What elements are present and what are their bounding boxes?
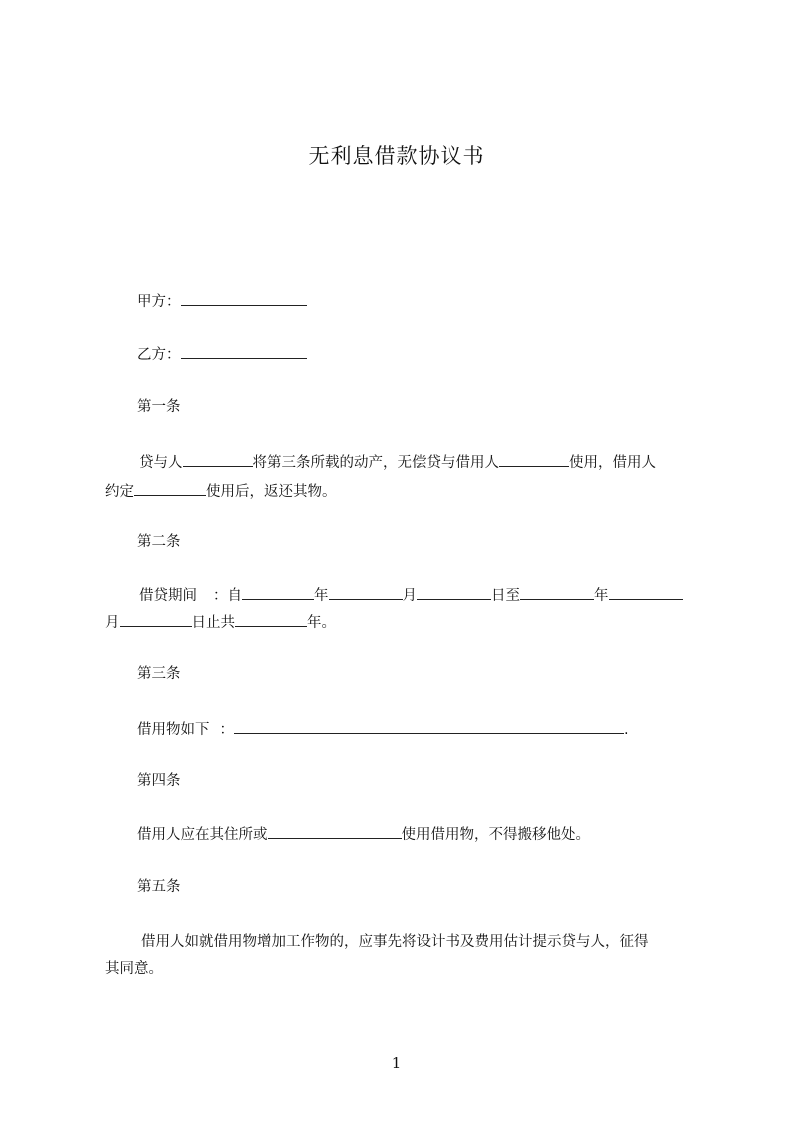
party-b-line [137, 344, 737, 365]
article-1-text-b: 将第三条所载的动产，无偿贷与借用人 [252, 455, 499, 471]
start-year-blank [242, 585, 314, 600]
article-5-line-2: 其同意。 [105, 961, 163, 977]
loan-period-label: 借贷期间 [139, 588, 197, 604]
start-month-label: 月 [402, 588, 417, 604]
party-a-blank [181, 291, 307, 306]
page-number: 1 [391, 1054, 402, 1072]
borrower-name-blank [499, 452, 569, 467]
borrowed-items-end: . [624, 722, 629, 738]
borrowed-items-colon: ： [219, 722, 234, 738]
article-1-line-2 [105, 481, 705, 502]
end-year-blank [520, 585, 594, 600]
article-1-line-1 [139, 452, 739, 473]
article-1-text-d: 约定 [105, 484, 134, 500]
party-b-label: 乙方： [137, 347, 181, 363]
end-day-total-label: 日止共 [191, 615, 235, 631]
article-1-text-a: 贷与人 [139, 455, 183, 471]
party-a-line [137, 291, 737, 312]
party-b-blank [181, 344, 307, 359]
total-years-blank [235, 612, 307, 627]
article-4-heading: 第四条 [137, 773, 181, 789]
party-a-label: 甲方： [137, 294, 181, 310]
loan-period-from: ：自 [213, 588, 242, 604]
total-years-label: 年。 [307, 615, 336, 631]
article-1-text-e: 使用后，返还其物。 [206, 484, 337, 500]
end-year-label: 年 [594, 588, 609, 604]
end-month-blank [609, 585, 683, 600]
article-1-heading: 第一条 [137, 399, 181, 415]
start-month-blank [329, 585, 403, 600]
start-day-blank [417, 585, 491, 600]
article-4-text-a: 借用人应在其住所或 [137, 827, 268, 843]
document-title: 无利息借款协议书 [308, 144, 485, 168]
article-2-line-1 [139, 585, 739, 606]
start-day-to-label: 日至 [491, 588, 520, 604]
article-3-line [137, 719, 737, 740]
borrowed-items-label: 借用物如下 [137, 722, 210, 738]
article-2-line-2 [105, 612, 705, 633]
article-1-text-c: 使用，借用人 [569, 455, 656, 471]
end-day-blank [120, 612, 192, 627]
article-5-heading: 第五条 [137, 879, 181, 895]
article-4-text-b: 使用借用物，不得搬移他处。 [401, 827, 590, 843]
lender-name-blank [183, 452, 253, 467]
article-2-heading: 第二条 [137, 534, 181, 550]
article-5-line-1: 借用人如就借用物增加工作物的，应事先将设计书及费用估计提示贷与人，征得 [141, 934, 649, 950]
borrowed-items-blank [234, 719, 624, 734]
agreed-use-blank [134, 481, 206, 496]
article-4-line [137, 824, 737, 845]
end-month-label: 月 [105, 615, 120, 631]
start-year-label: 年 [314, 588, 329, 604]
use-location-blank [268, 824, 402, 839]
article-3-heading: 第三条 [137, 666, 181, 682]
